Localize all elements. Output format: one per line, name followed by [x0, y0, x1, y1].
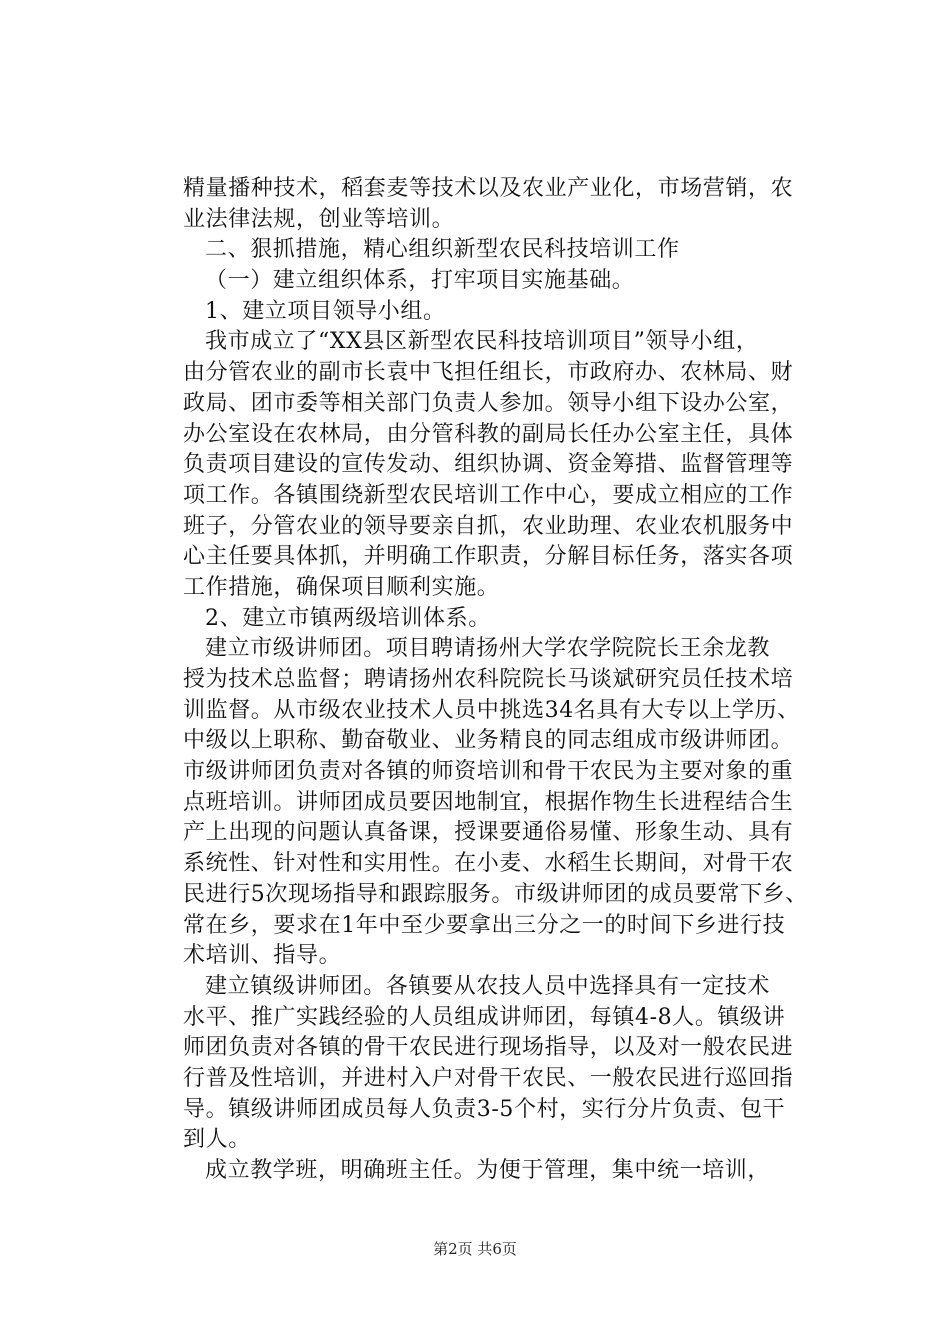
text-line: 办公室设在农林局，由分管科教的副局长任办公室主任，具体	[183, 421, 794, 447]
text-line: 工作措施，确保项目顺利实施。	[183, 574, 500, 600]
text-line: 师团负责对各镇的骨干农民进行现场指导，以及对一般农民进	[183, 1035, 794, 1061]
text-line: 水平、推广实践经验的人员组成讲师团，每镇4-8人。镇级讲	[183, 1004, 786, 1030]
text-line: 政局、团市委等相关部门负责人参加。领导小组下设办公室，	[183, 390, 794, 416]
text-line: 行普及性培训，并进村入户对骨干农民、一般农民进行巡回指	[183, 1065, 794, 1091]
text-line: （一）建立组织体系，打牢项目实施基础。	[205, 268, 635, 294]
text-line: 2、建立市镇两级培训体系。	[205, 605, 491, 631]
text-line: 系统性、针对性和实用性。在小麦、水稻生长期间，对骨干农	[183, 851, 794, 877]
text-line: 项工作。各镇围绕新型农民培训工作中心，要成立相应的工作	[183, 482, 794, 508]
text-line: 民进行5次现场指导和跟踪服务。市级讲师团的成员要常下乡、	[183, 881, 808, 907]
text-line: 心主任要具体抓，并明确工作职责，分解目标任务，落实各项	[183, 544, 794, 570]
text-line: 市级讲师团负责对各镇的师资培训和骨干农民为主要对象的重	[183, 759, 794, 785]
text-line: 中级以上职称、勤奋敬业、业务精良的同志组成市级讲师团。	[183, 728, 794, 754]
text-line: 授为技术总监督；聘请扬州农科院院长马谈斌研究员任技术培	[183, 667, 794, 692]
text-line: 建立市级讲师团。项目聘请扬州大学农学院院长王余龙教	[205, 636, 771, 662]
text-line: 点班培训。讲师团成员要因地制宜，根据作物生长进程结合生	[183, 789, 794, 815]
text-line: 成立教学班，明确班主任。为便于管理，集中统一培训，	[205, 1158, 771, 1183]
text-line: 业法律法规，创业等培训。	[183, 206, 455, 232]
text-line: 由分管农业的副市长袁中飞担任组长，市政府办、农林局、财	[183, 360, 794, 386]
text-line: 二、狠抓措施，精心组织新型农民科技培训工作	[205, 237, 680, 263]
text-line: 常在乡，要求在1年中至少要拿出三分之一的时间下乡进行技	[183, 912, 786, 938]
page-footer: 第2页 共6页	[433, 1240, 517, 1258]
text-line: 1、建立项目领导小组。	[205, 298, 446, 324]
text-line: 导。镇级讲师团成员每人负责3-5个村，实行分片负责、包干	[183, 1096, 786, 1122]
text-line: 训监督。从市级农业技术人员中挑选34名具有大专以上学历、	[183, 697, 800, 723]
text-line: 产上出现的问题认真备课，授课要通俗易懂、形象生动、具有	[183, 820, 794, 846]
text-line: 精量播种技术，稻套麦等技术以及农业产业化，市场营销，农	[183, 176, 794, 201]
text-line: 我市成立了“XX县区新型农民科技培训项目”领导小组，	[205, 329, 759, 355]
text-line: 负责项目建设的宣传发动、组织协调、资金筹措、监督管理等	[183, 452, 794, 478]
document-body	[183, 174, 823, 1187]
text-line: 到人。	[183, 1127, 251, 1153]
text-line: 术培训、指导。	[183, 943, 342, 969]
text-line: 建立镇级讲师团。各镇要从农技人员中选择具有一定技术	[205, 973, 771, 999]
text-line: 班子，分管农业的领导要亲自抓，农业助理、农业农机服务中	[183, 513, 794, 539]
